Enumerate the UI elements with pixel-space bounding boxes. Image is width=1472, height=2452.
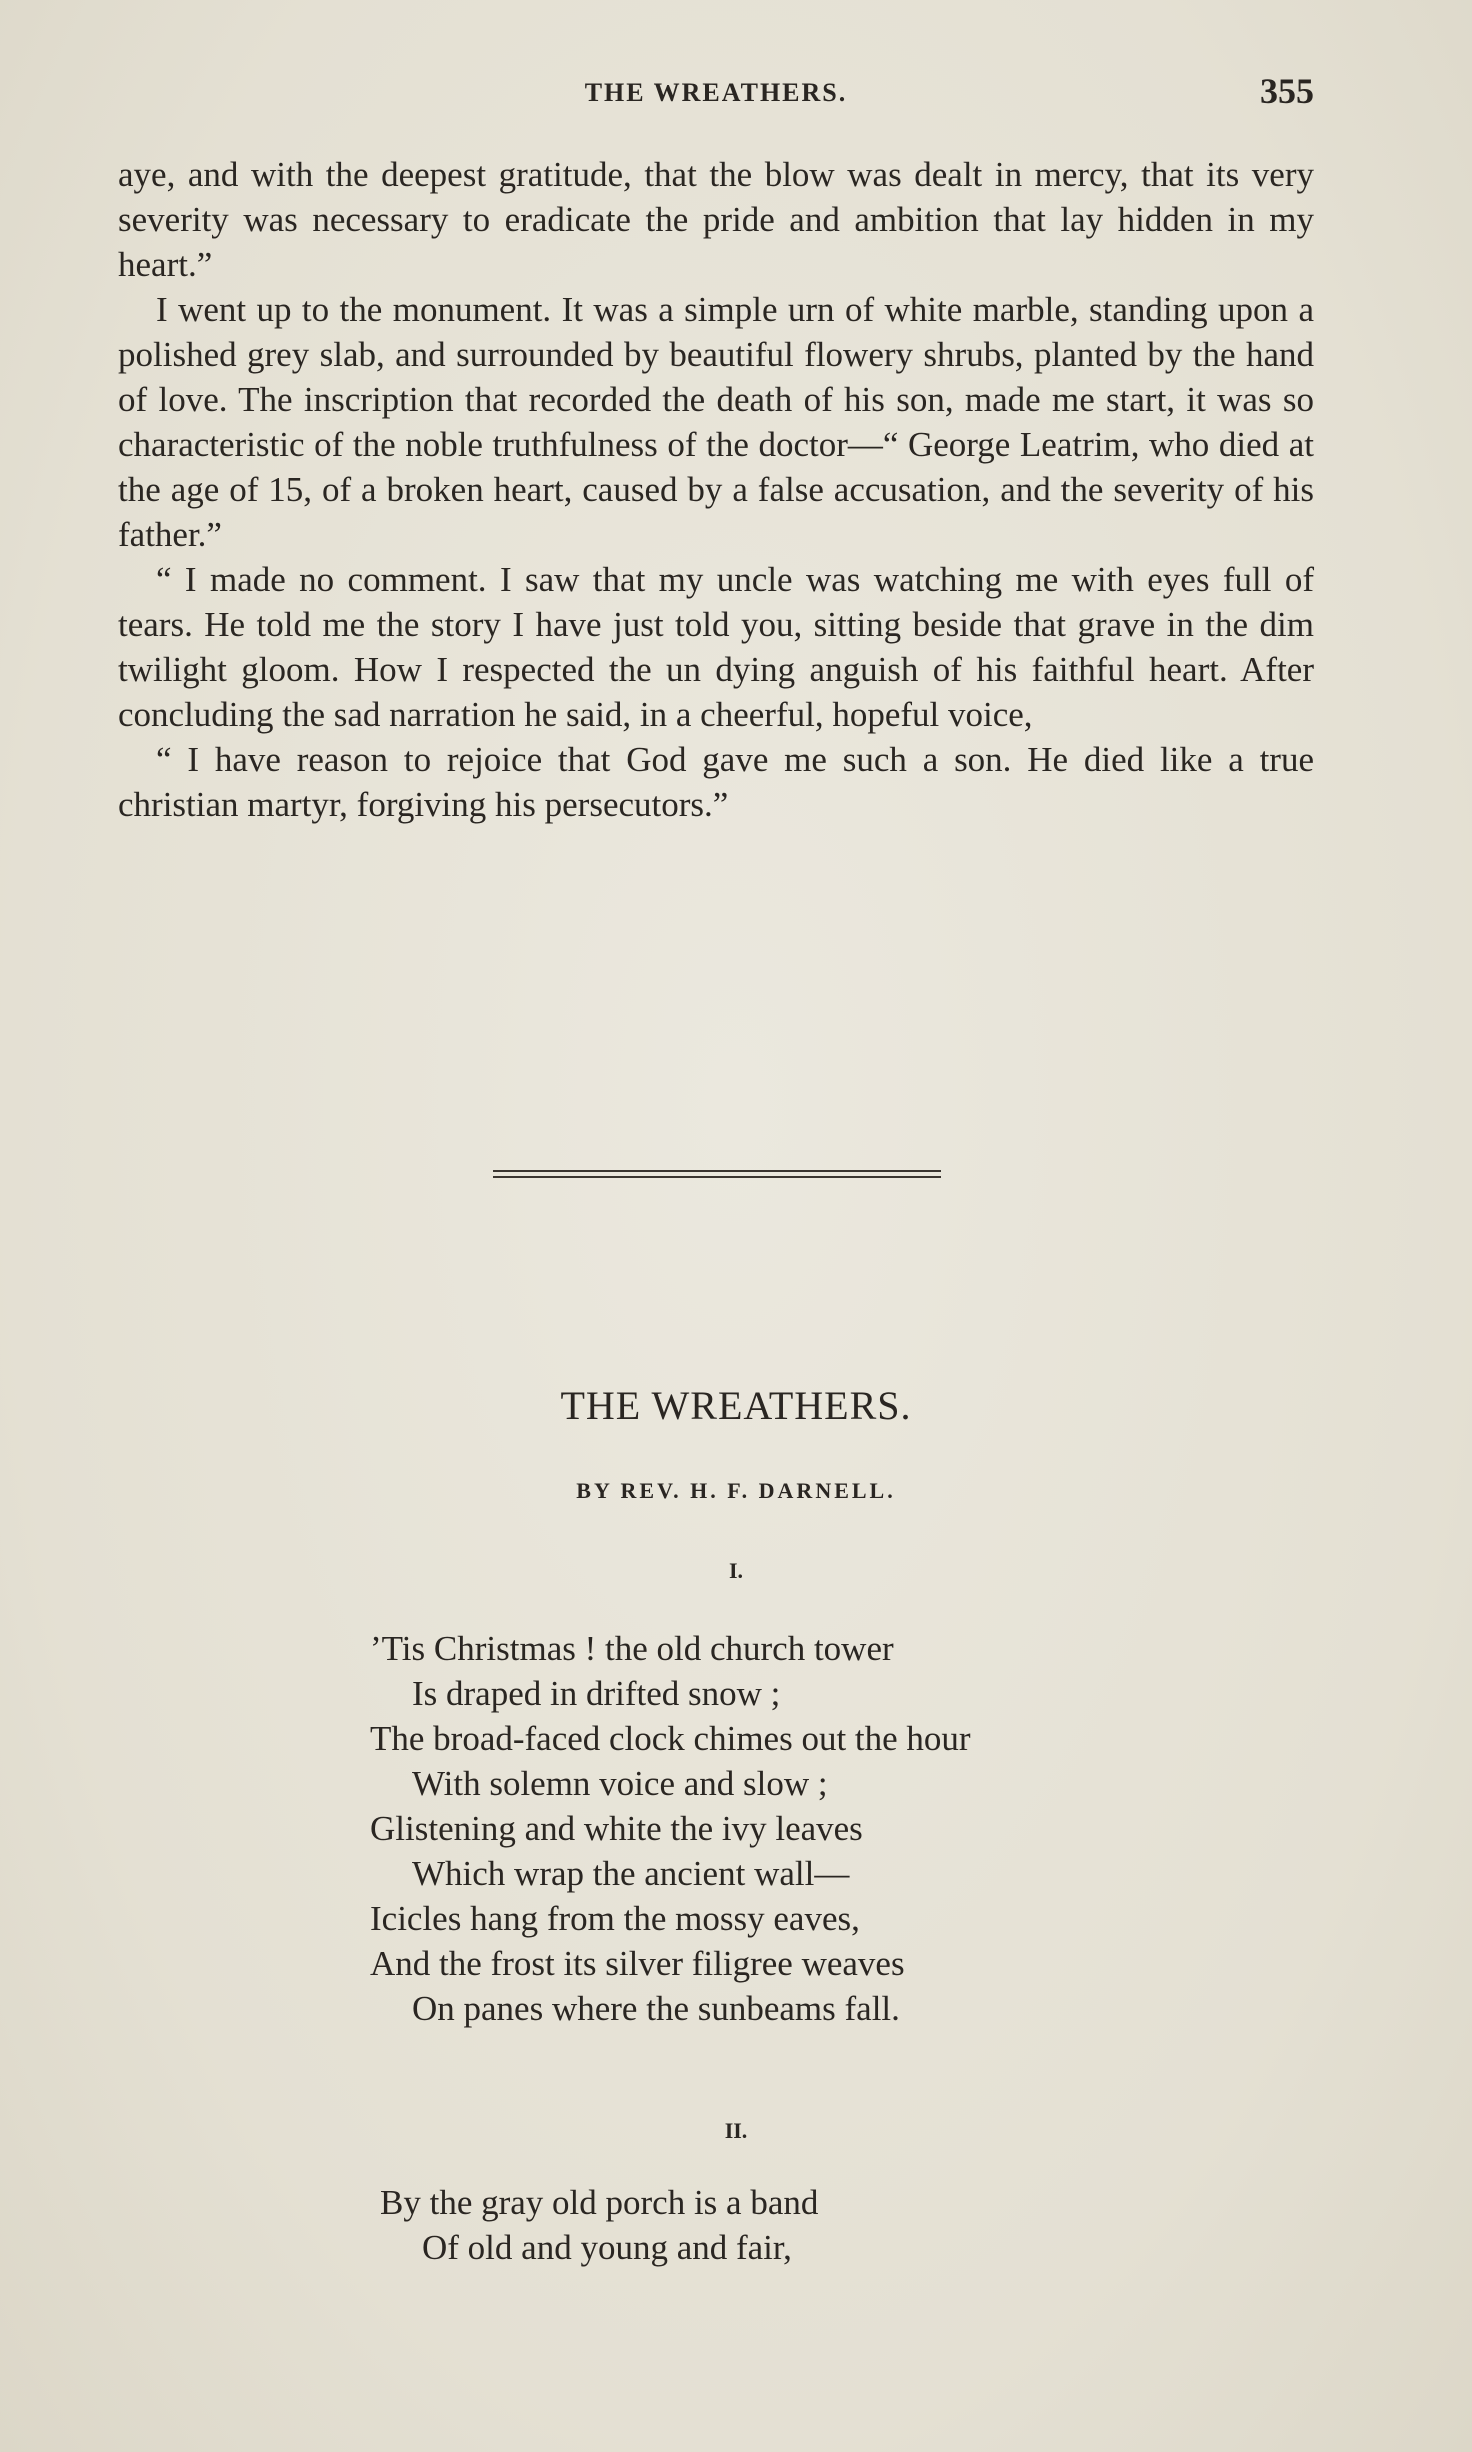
poem-line: With solemn voice and slow ;	[412, 1764, 828, 1803]
stanza-number: II.	[724, 2118, 748, 2143]
poem-line: Of old and young and fair,	[422, 2228, 792, 2267]
poem-line: The broad-faced clock chimes out the hour	[370, 1719, 971, 1758]
poem-line: Is draped in drifted snow ;	[412, 1674, 781, 1713]
poem-line: By the gray old porch is a band	[380, 2183, 819, 2222]
poem-line: Glistening and white the ivy leaves	[370, 1809, 863, 1848]
paragraph: “ I made no comment. I saw that my uncle was watching me with eyes full of tears. He told me the story I have just told you, sitting beside that grave in the dim twilight gloom. How I respected the un dying anguish of his faithful heart. After concluding the sad narration he said, in a cheerful, hopeful voice,	[118, 560, 1314, 734]
poem-line: Which wrap the ancient wall—	[412, 1854, 850, 1893]
running-title: THE WREATHERS.	[584, 78, 848, 107]
prose-section	[118, 152, 1314, 827]
poem-byline: BY REV. H. F. DARNELL.	[576, 1478, 896, 1503]
stanza-number: I.	[728, 1558, 744, 1583]
page-number: 355	[1260, 71, 1314, 111]
running-head	[118, 68, 1314, 118]
poem-line: ’Tis Christmas ! the old church tower	[370, 1629, 894, 1668]
poem-line: Icicles hang from the mossy eaves,	[370, 1899, 860, 1938]
stanza	[370, 1626, 1270, 2031]
poem-title: THE WREATHERS.	[560, 1383, 912, 1428]
paragraph: “ I have reason to rejoice that God gave me such a son. He died like a true christian martyr, forgiving his persecutors.”	[118, 740, 1314, 824]
poem-line: On panes where the sunbeams fall.	[412, 1989, 900, 2028]
poem-line: And the frost its silver filigree weaves	[370, 1944, 905, 1983]
paragraph: aye, and with the deepest gratitude, that the blow was dealt in mercy, that its very severity was necessary to eradicate the pride and ambition that lay hidden in my heart.”	[118, 155, 1314, 284]
paragraph: I went up to the monument. It was a simple urn of white marble, standing upon a polished grey slab, and surrounded by beautiful flowery shrubs, planted by the hand of love. The inscription that recorded the death of his son, made me start, it was so characteristic of the noble truthfulness of the doctor—“ George Leatrim, who died at the age of 15, of a broken heart, caused by a false accusation, and the severity of his father.”	[118, 290, 1314, 554]
stanza	[380, 2180, 1280, 2270]
section-divider-rule	[493, 1170, 941, 1178]
